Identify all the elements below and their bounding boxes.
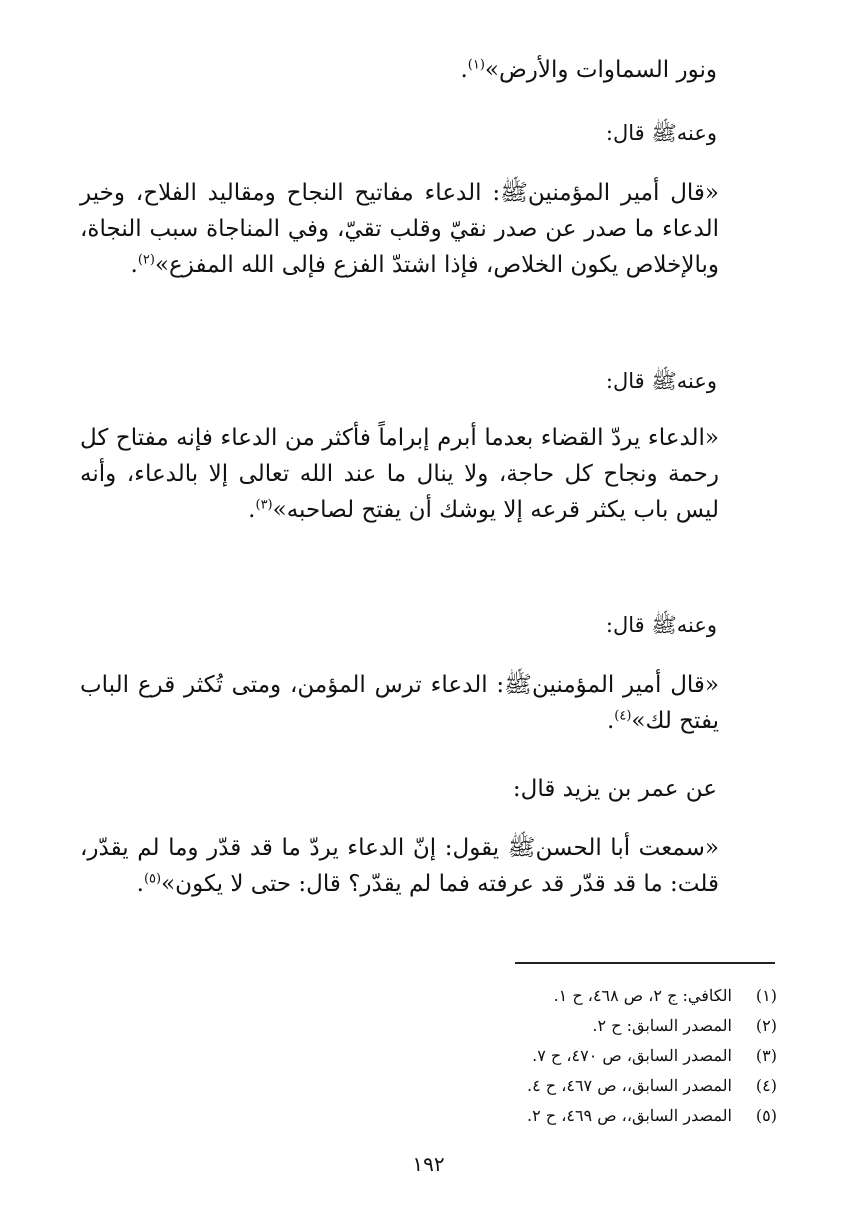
footnote-divider — [515, 962, 775, 964]
footnote-ref: (٢) — [137, 252, 155, 268]
hadith-paragraph: «قال أمير المؤمنينﷺ: الدعاء مفاتيح النجاح ومقاليد الفلاح، وخير الدعاء ما صدر عن صدر نقيّ وقلب تقيّ، وفي المناجاة سبب النجاة، وبالإخلاص يكون الخلاص، فإذا اشتدّ الفزع فإلى الله المفزع»$^{(٢)}$. — [80, 180, 719, 278]
footnote-number: (٥) — [755, 1106, 777, 1125]
footnote-text: المصدر السابق، ص ٤٧٠، ح ٧. — [532, 1046, 732, 1065]
footnote-number: (٣) — [755, 1046, 777, 1065]
hadith-text: «الدعاء يردّ القضاء بعدما أبرم إبراماً فأكثر من الدعاء فإنه مفتاح كل رحمة ونجاح كل حاجة، ولا ينال ما عند الله تعالى إلا بالدعاء، وأنه ليس باب يكثر قرعه إلا يوشك أن يفتح لصاحبه» — [80, 425, 719, 523]
hadith-text: «قال أمير المؤمنينﷺ: الدعاء مفاتيح النجاح ومقاليد الفلاح، وخير الدعاء ما صدر عن صدر نقيّ وقلب تقيّ، وفي المناجاة سبب النجاة، وبالإخلاص يكون الخلاص، فإذا اشتدّ الفزع فإلى الله المفزع» — [80, 180, 719, 278]
footnote — [554, 981, 777, 1011]
footnote-number: (٢) — [755, 1016, 777, 1035]
narration-intro: وعنهﷺ قال: — [605, 121, 717, 145]
hadith-text: «قال أمير المؤمنينﷺ: الدعاء ترس المؤمن، ومتى تُكثر قرع الباب يفتح لك» — [80, 672, 719, 734]
footnote — [527, 1101, 777, 1131]
narration-intro: وعنهﷺ قال: — [605, 369, 717, 393]
quote-continuation: ونور السماوات والأرض»$^{(١)}$. — [460, 57, 717, 83]
footnote-ref: (٥) — [143, 871, 162, 887]
footnote-number: (٤) — [755, 1076, 777, 1095]
footnote — [532, 1041, 777, 1071]
footnote-text: المصدر السابق: ح ٢. — [592, 1016, 732, 1035]
narration-intro: وعنهﷺ قال: — [605, 613, 717, 637]
footnote — [527, 1071, 777, 1101]
footnote-ref: (١) — [467, 57, 485, 73]
hadith-paragraph: «قال أمير المؤمنينﷺ: الدعاء ترس المؤمن، ومتى تُكثر قرع الباب يفتح لك»$^{(٤)}$. — [80, 672, 719, 734]
footnote-ref: (٤) — [614, 708, 632, 724]
narration-intro: عن عمر بن يزيد قال: — [512, 776, 717, 802]
footnote-text: المصدر السابق،، ص ٤٦٩، ح ٢. — [527, 1106, 732, 1125]
footnote-ref: (٣) — [255, 497, 273, 513]
hadith-text: «سمعت أبا الحسنﷺ يقول: إنّ الدعاء يردّ ما قد قدّر وما لم يقدّر، قلت: ما قد قدّر قد عرفته فما لم يقدّر؟ قال: حتى لا يكون» — [80, 835, 719, 897]
footnote — [592, 1011, 777, 1041]
page-number: ١٩٢ — [412, 1152, 445, 1176]
footnote-text: المصدر السابق،، ص ٤٦٧، ح ٤. — [527, 1076, 732, 1095]
footnote-text: الكافي: ج ٢، ص ٤٦٨، ح ١. — [553, 986, 732, 1005]
hadith-paragraph: «الدعاء يردّ القضاء بعدما أبرم إبراماً فأكثر من الدعاء فإنه مفتاح كل رحمة ونجاح كل حاجة، ولا ينال ما عند الله تعالى إلا بالدعاء، وأنه ليس باب يكثر قرعه إلا يوشك أن يفتح لصاحبه»$^{(٣)}$. — [80, 425, 719, 523]
quote-text: ونور السماوات والأرض» — [484, 57, 717, 83]
footnote-number: (١) — [755, 986, 777, 1005]
hadith-paragraph: «سمعت أبا الحسنﷺ يقول: إنّ الدعاء يردّ ما قد قدّر وما لم يقدّر، قلت: ما قد قدّر قد عرفته فما لم يقدّر؟ قال: حتى لا يكون»$^{(٥)}$. — [80, 835, 719, 897]
